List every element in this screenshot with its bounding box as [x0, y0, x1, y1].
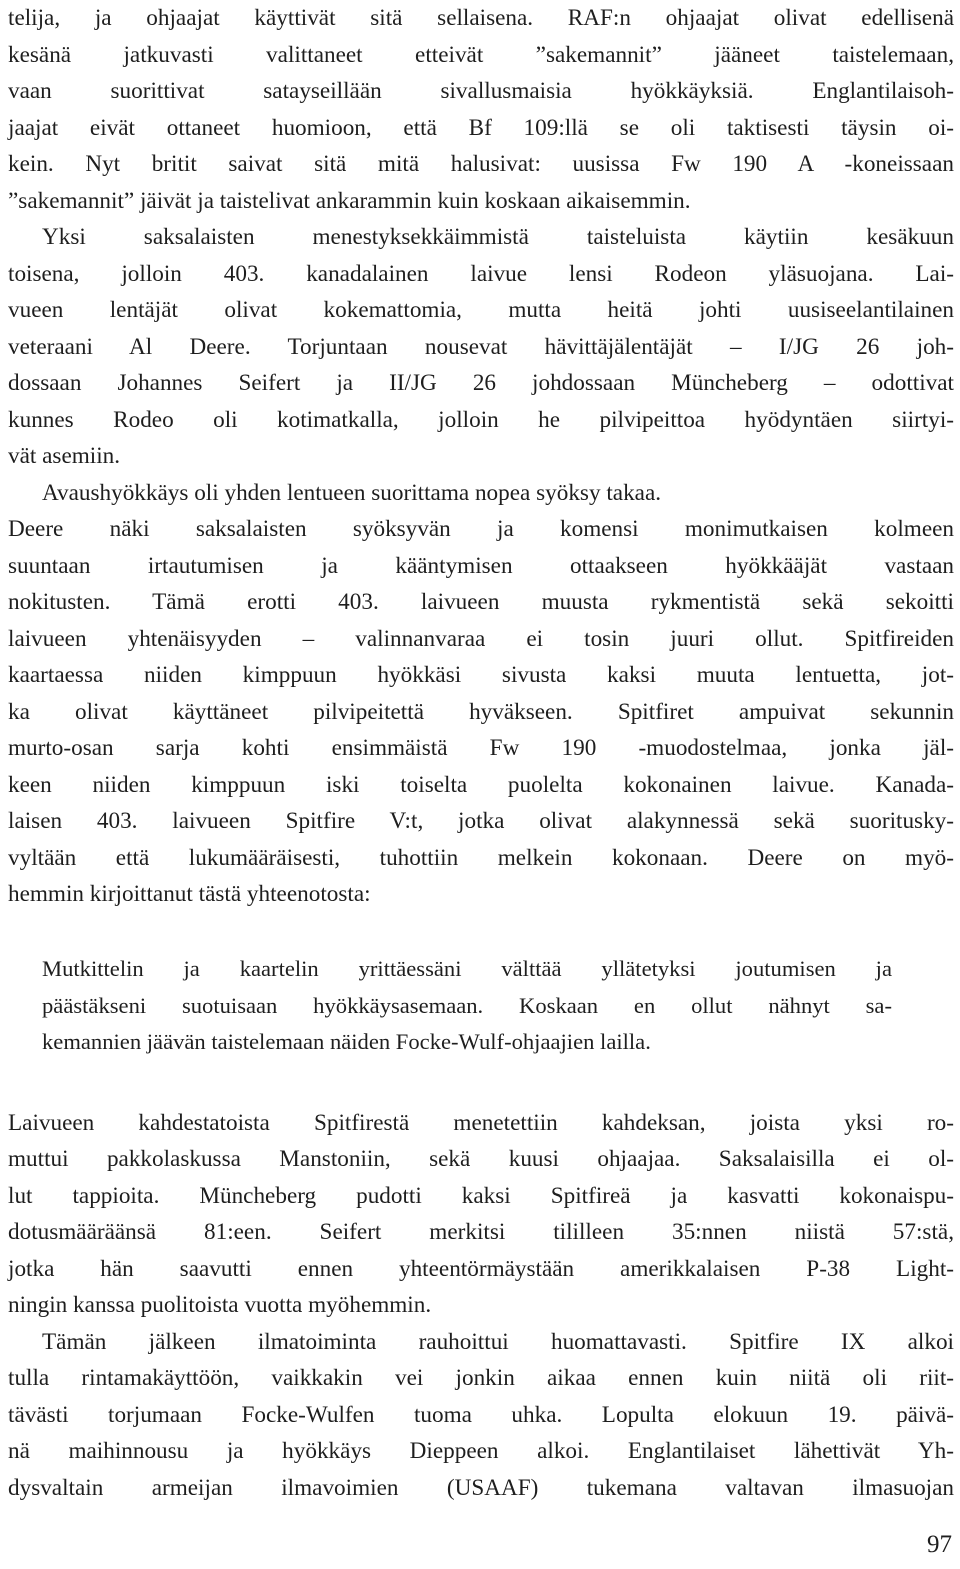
text-line: veteraani Al Deere. Torjuntaan nousevat hävittäjälentäjät – I/JG 26 joh-: [8, 333, 954, 360]
text-line: vaan suorittivat satayseillään sivallusmaisia hyökkäyksiä. Englantilaisoh-: [8, 78, 954, 104]
text-line: suuntaan irtautumisen ja kääntymisen ottaakseen hyökkääjät vastaan: [8, 552, 954, 579]
page-number: 97: [927, 1531, 952, 1558]
text-line: Avaushyökkäys oli yhden lentueen suorittama nopea syöksy takaa.: [42, 479, 662, 506]
quote-line: kemannien jäävän taistelemaan näiden Focke-Wulf-ohjaajien lailla.: [42, 1029, 651, 1054]
text-line: ningin kanssa puolitoista vuotta myöhemmin.: [8, 1292, 432, 1318]
text-line: Tämän jälkeen ilmatoiminta rauhoittui huomattavasti. Spitfire IX alkoi: [42, 1328, 954, 1355]
text-line: vät asemiin.: [8, 443, 121, 469]
block-quote: [8, 951, 954, 1061]
text-line: dotusmääräänsä 81:een. Seifert merkitsi tililleen 35:nnen niistä 57:stä,: [8, 1219, 954, 1245]
text-line: Yksi saksalaisten menestyksekkäimmistä taisteluista käytiin kesäkuun: [42, 224, 954, 250]
text-line: nä maihinnousu ja hyökkäys Dieppeen alkoi. Englantilaiset lähettivät Yh-: [8, 1438, 954, 1464]
text-line: kaartaessa niiden kimppuun hyökkäsi sivusta kaksi muuta lentuetta, jot-: [8, 662, 954, 688]
quote-line: Mutkittelin ja kaartelin yrittäessäni välttää yllätetyksi joutumisen ja: [42, 956, 892, 981]
text-line: tävästi torjumaan Focke-Wulfen tuoma uhka. Lopulta elokuun 19. päivä-: [8, 1401, 954, 1428]
text-line: ”sakemannit” jäivät ja taistelivat ankarammin kuin koskaan aikaisemmin.: [8, 187, 691, 214]
text-line: jaajat eivät ottaneet huomioon, että Bf 109:llä se oli taktisesti täysin oi-: [8, 114, 954, 141]
paragraph-1: [8, 0, 954, 219]
text-line: toisena, jolloin 403. kanadalainen laivue lensi Rodeon yläsuojana. Lai-: [8, 260, 954, 287]
paragraph-5: [8, 1324, 954, 1507]
text-line: keen niiden kimppuun iski toiselta puolelta kokonainen laivue. Kanada-: [8, 771, 954, 798]
text-line: vueen lentäjät olivat kokemattomia, mutta heitä johti uusiseelantilainen: [8, 297, 954, 323]
text-line: kesänä jatkuvasti valittaneet etteivät ”sakemannit” jääneet taistelemaan,: [8, 41, 954, 68]
text-line: tulla rintamakäyttöön, vaikkakin vei jonkin aikaa ennen kuin niitä oli riit-: [8, 1365, 954, 1391]
text-line: vyltään että lukumääräisesti, tuhottiin melkein kokonaan. Deere on myö-: [8, 844, 954, 871]
text-line: dossaan Johannes Seifert ja II/JG 26 johdossaan Müncheberg – odottivat: [8, 370, 954, 396]
text-line: Deere näki saksalaisten syöksyvän ja komensi monimutkaisen kolmeen: [8, 516, 954, 542]
text-line: muttui pakkolaskussa Manstoniin, sekä kuusi ohjaajaa. Saksalaisilla ei ol-: [8, 1146, 954, 1172]
text-line: lut tappioita. Müncheberg pudotti kaksi Spitfireä ja kasvatti kokonaispu-: [8, 1182, 954, 1209]
text-line: nokitusten. Tämä erotti 403. laivueen muusta rykmentistä sekä sekoitti: [8, 589, 954, 615]
quote-line: päästäkseni suotuisaan hyökkäysasemaan. Koskaan en ollut nähnyt sa-: [42, 992, 892, 1018]
text-line: laivueen yhtenäisyyden – valinnanvaraa ei tosin juuri ollut. Spitfireiden: [8, 625, 954, 652]
text-line: kein. Nyt britit saivat sitä mitä halusivat: uusissa Fw 190 A -koneissaan: [8, 151, 954, 177]
paragraph-2: [8, 219, 954, 475]
text-line: telija, ja ohjaajat käyttivät sitä sellaisena. RAF:n ohjaajat olivat edellisenä: [8, 5, 954, 31]
paragraph-3: [8, 475, 954, 913]
text-line: hemmin kirjoittanut tästä yhteenotosta:: [8, 881, 371, 907]
text-line: murto-osan sarja kohti ensimmäistä Fw 190 -muodostelmaa, jonka jäl-: [8, 735, 954, 761]
text-line: laisen 403. laivueen Spitfire V:t, jotka olivat alakynnessä sekä suoritusky-: [8, 808, 954, 834]
text-line: kunnes Rodeo oli kotimatkalla, jolloin he pilvipeittoa hyödyntäen siirtyi-: [8, 406, 954, 433]
text-line: Laivueen kahdestatoista Spitfirestä menetettiin kahdeksan, joista yksi ro-: [8, 1109, 954, 1136]
text-line: ka olivat käyttäneet pilvipeitettä hyväkseen. Spitfiret ampuivat sekunnin: [8, 698, 954, 725]
text-line: jotka hän saavutti ennen yhteentörmäystään amerikkalaisen P-38 Light-: [8, 1255, 954, 1282]
page-body: [8, 0, 954, 1506]
paragraph-4: [8, 1105, 954, 1324]
text-line: dysvaltain armeijan ilmavoimien (USAAF) tukemana valtavan ilmasuojan: [8, 1474, 954, 1501]
